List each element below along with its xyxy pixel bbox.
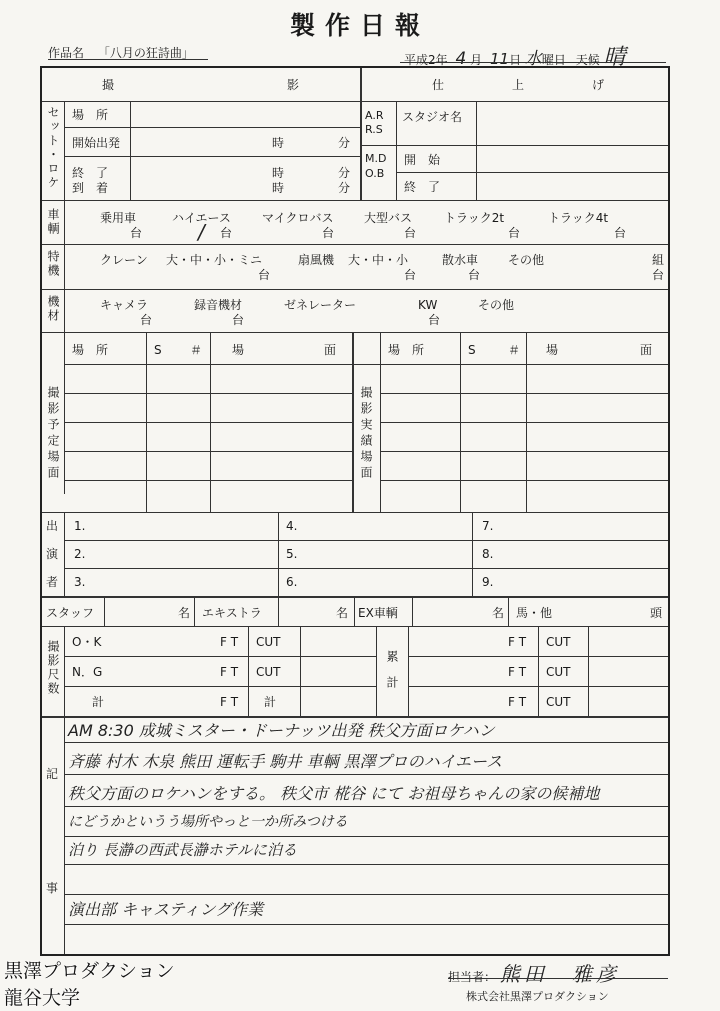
col-basho: 場 所 — [388, 343, 425, 357]
person-name: 熊田 雅彦 — [499, 962, 620, 986]
rule — [64, 101, 65, 200]
rule — [42, 101, 668, 102]
kei-label: 計 — [264, 695, 277, 709]
shuryo-label: 終 了 — [72, 166, 109, 180]
rule — [64, 364, 668, 365]
mei-unit: 名 — [178, 606, 191, 620]
col-ba: 場 — [546, 343, 559, 357]
rule — [64, 451, 352, 452]
water-truck-label: 散水車 — [442, 253, 479, 267]
fun-label: 分 — [338, 181, 351, 195]
actual-scenes-label: 撮影実績場面 — [359, 386, 373, 482]
day-unit: 日 — [509, 53, 522, 67]
work-label: 作品名 — [48, 46, 85, 60]
crane-label: クレーン — [100, 253, 148, 267]
rule — [64, 626, 65, 716]
unit: 台 — [232, 313, 245, 327]
head-unit: 頭 — [650, 606, 663, 620]
page-title: 製作日報 — [289, 11, 430, 40]
vehicle-hiace: ハイエース — [172, 211, 231, 225]
work-title: 「八月の狂詩曲」 — [97, 46, 194, 60]
cast-2: 2. — [74, 547, 86, 561]
total-label: 累計 — [385, 650, 399, 702]
watermark-line-1: 黒澤プロダクション — [4, 960, 175, 982]
rule — [64, 686, 376, 687]
rule — [408, 626, 409, 716]
unit: 台 — [220, 226, 233, 240]
month: 4 — [455, 49, 467, 69]
footage-label: 撮影尺数 — [46, 640, 60, 696]
rule — [278, 596, 279, 626]
ob-label: O.B — [365, 167, 385, 180]
rule — [64, 924, 668, 925]
horse-label: 馬・他 — [516, 606, 553, 620]
rule — [380, 393, 668, 394]
rule — [42, 596, 668, 598]
kaishi-label: 開始出発 — [72, 136, 121, 150]
special-other-label: その他 — [508, 253, 545, 267]
rule — [64, 742, 668, 743]
rule — [64, 716, 65, 954]
weather-label: 天候 — [575, 53, 600, 67]
rule — [64, 480, 352, 481]
note-line-1: AM 8:30 成城ミスター・ドーナッツ出発 秩父方面ロケハン — [68, 721, 495, 740]
cast-9: 9. — [482, 575, 494, 589]
day: 11 — [489, 50, 510, 68]
rule — [42, 626, 668, 627]
cut-unit: CUT — [546, 695, 571, 709]
cast-8: 8. — [482, 547, 494, 561]
ft-unit: F T — [508, 635, 527, 649]
rule — [64, 806, 668, 807]
col-s: S — [154, 343, 162, 357]
kw-label: KW — [418, 298, 438, 312]
unit: 台 — [614, 226, 627, 240]
satsuei-header-2: 影 — [287, 78, 300, 92]
shiage-header: 仕 — [432, 78, 445, 92]
person-underline — [448, 978, 668, 979]
weekday: 水 — [524, 49, 542, 69]
vehicle-truck-4t: トラック4t — [548, 211, 609, 225]
tochaku-label: 到 着 — [72, 181, 109, 195]
rule — [360, 68, 362, 200]
rule — [64, 156, 360, 157]
rule — [64, 127, 360, 128]
shiage-header-2: 上 — [512, 78, 525, 92]
note-line-7: 演出部 キャスティング作業 — [68, 900, 264, 919]
ji-label: 時 — [272, 166, 285, 180]
unit: 台 — [258, 268, 271, 282]
mei-unit: 名 — [336, 606, 349, 620]
staff-label: スタッフ — [46, 606, 95, 620]
col-ba: 場 — [232, 343, 245, 357]
shiage-kaishi-label: 開 始 — [404, 153, 441, 167]
ji-label: 時 — [272, 181, 285, 195]
rule — [42, 332, 668, 333]
rule — [408, 686, 668, 687]
rule — [412, 596, 413, 626]
rs-label: R.S — [365, 123, 383, 136]
rule — [248, 626, 249, 716]
rule — [64, 568, 668, 569]
ar-label: A.R — [365, 109, 384, 122]
planned-scenes-label: 撮影予定場面 — [46, 386, 60, 482]
cut-unit: CUT — [546, 665, 571, 679]
ng-label: N．G — [72, 665, 103, 679]
cut-unit: CUT — [546, 635, 571, 649]
rule — [64, 894, 668, 895]
rule — [104, 596, 105, 626]
rule — [64, 393, 352, 394]
crane-size: 大・中・小・ミニ — [166, 253, 263, 267]
ft-unit: F T — [220, 665, 239, 679]
rule — [380, 422, 668, 423]
equipment-other-label: その他 — [478, 298, 515, 312]
rule — [380, 480, 668, 481]
rule — [64, 864, 668, 865]
rule — [42, 289, 668, 290]
rule — [472, 512, 473, 596]
rule — [64, 656, 376, 657]
rule — [408, 656, 668, 657]
kei-label: 計 — [92, 695, 105, 709]
col-no: ＃ — [508, 343, 521, 357]
rule — [64, 540, 668, 541]
weather: 晴 — [603, 45, 626, 70]
rule — [508, 596, 509, 626]
rule — [130, 101, 131, 200]
note-line-5: 泊り 長瀞の西武長瀞ホテルに泊る — [68, 841, 298, 859]
col-s: S — [468, 343, 476, 357]
cast-5: 5. — [286, 547, 298, 561]
unit: 台 — [468, 268, 481, 282]
ex-car-label: EX車輌 — [358, 606, 398, 620]
sound-label: 録音機材 — [194, 298, 243, 312]
unit: 台 — [130, 226, 143, 240]
rule — [476, 101, 477, 200]
col-men: 面 — [640, 343, 653, 357]
satsuei-header: 撮 — [102, 78, 115, 92]
col-men: 面 — [324, 343, 337, 357]
note-line-3: 秩父方面のロケハンをする。 秩父市 椛谷 にて お祖母ちゃんの家の候補地 — [68, 784, 600, 803]
work-title-underline — [48, 59, 208, 60]
unit: 台 — [404, 268, 417, 282]
notes-label-1: 記 — [46, 767, 59, 781]
unit: 台 — [404, 226, 417, 240]
vehicle-bus: 大型バス — [364, 211, 413, 225]
vehicle-microbus: マイクロバス — [262, 211, 334, 225]
generator-label: ゼネレーター — [284, 298, 357, 312]
era: 平成2年 — [404, 53, 448, 67]
special-label: 特機 — [46, 250, 60, 278]
rule — [352, 332, 354, 512]
rule — [396, 101, 397, 200]
vehicle-truck-2t: トラック2t — [444, 211, 505, 225]
cast-1: 1. — [74, 519, 86, 533]
weekday-unit: 曜日 — [541, 53, 566, 67]
rule — [42, 200, 668, 201]
equipment-label: 機材 — [46, 295, 60, 323]
ft-unit: F T — [508, 695, 527, 709]
note-line-4: にどうかというう場所やっと一か所みつける — [68, 814, 348, 830]
notes-label-2: 事 — [46, 881, 59, 895]
cast-3: 3. — [74, 575, 86, 589]
set-loke-label: セット・ロケ — [46, 106, 60, 190]
unit: 台 — [322, 226, 335, 240]
unit: 台 — [508, 226, 521, 240]
rule — [360, 145, 668, 146]
rule — [354, 596, 355, 626]
person-label: 担当者： — [448, 970, 497, 984]
mei-unit: 名 — [492, 606, 505, 620]
camera-label: キャメラ — [100, 298, 149, 312]
ft-unit: F T — [220, 695, 239, 709]
rule — [538, 626, 539, 716]
fan-size: 大・中・小 — [348, 253, 409, 267]
rule — [64, 422, 352, 423]
rule — [278, 512, 279, 596]
rule — [396, 172, 668, 173]
ft-unit: F T — [220, 635, 239, 649]
rule — [42, 244, 668, 245]
extra-label: エキストラ — [202, 606, 262, 620]
rule — [376, 626, 377, 716]
rule — [380, 451, 668, 452]
rule — [64, 836, 668, 837]
fun-label: 分 — [338, 166, 351, 180]
basho-label: 場 所 — [72, 108, 109, 122]
cast-7: 7. — [482, 519, 494, 533]
month-unit: 月 — [470, 53, 483, 67]
rule — [300, 626, 301, 716]
fan-label: 扇風機 — [298, 253, 335, 267]
group-unit: 組 — [652, 253, 665, 267]
cast-label-3: 者 — [46, 575, 59, 589]
vehicles-label: 車輌 — [46, 208, 60, 236]
shiage-header-3: げ — [592, 78, 605, 92]
date-underline — [400, 62, 666, 63]
unit: 台 — [652, 268, 665, 282]
rule — [64, 774, 668, 775]
vehicle-sedan: 乗用車 — [100, 211, 137, 225]
rule — [588, 626, 589, 716]
ji-label: 時 — [272, 136, 285, 150]
cast-label-1: 出 — [46, 519, 59, 533]
cut-unit: CUT — [256, 635, 281, 649]
cut-unit: CUT — [256, 665, 281, 679]
md-label: M.D — [365, 152, 387, 165]
person-in-charge — [448, 958, 620, 987]
col-basho: 場 所 — [72, 343, 109, 357]
rule — [64, 512, 65, 596]
shiage-shuryo-label: 終 了 — [404, 180, 441, 194]
hiace-count: / — [198, 220, 205, 244]
fun-label: 分 — [338, 136, 351, 150]
cast-4: 4. — [286, 519, 298, 533]
ft-unit: F T — [508, 665, 527, 679]
col-no: ＃ — [190, 343, 203, 357]
watermark-line-2: 龍谷大学 — [4, 987, 81, 1009]
ok-label: O・K — [72, 635, 102, 649]
company-name: 株式会社黒澤プロダクション — [466, 990, 609, 1003]
unit: 台 — [140, 313, 153, 327]
unit: 台 — [428, 313, 441, 327]
cast-label-2: 演 — [46, 547, 59, 561]
rule — [194, 596, 195, 626]
note-line-2: 斉藤 村木 木泉 熊田 運転手 駒井 車輌 黒澤プロのハイエース — [68, 752, 503, 771]
rule — [42, 512, 668, 513]
studio-label: スタジオ名 — [402, 110, 463, 124]
cast-6: 6. — [286, 575, 298, 589]
